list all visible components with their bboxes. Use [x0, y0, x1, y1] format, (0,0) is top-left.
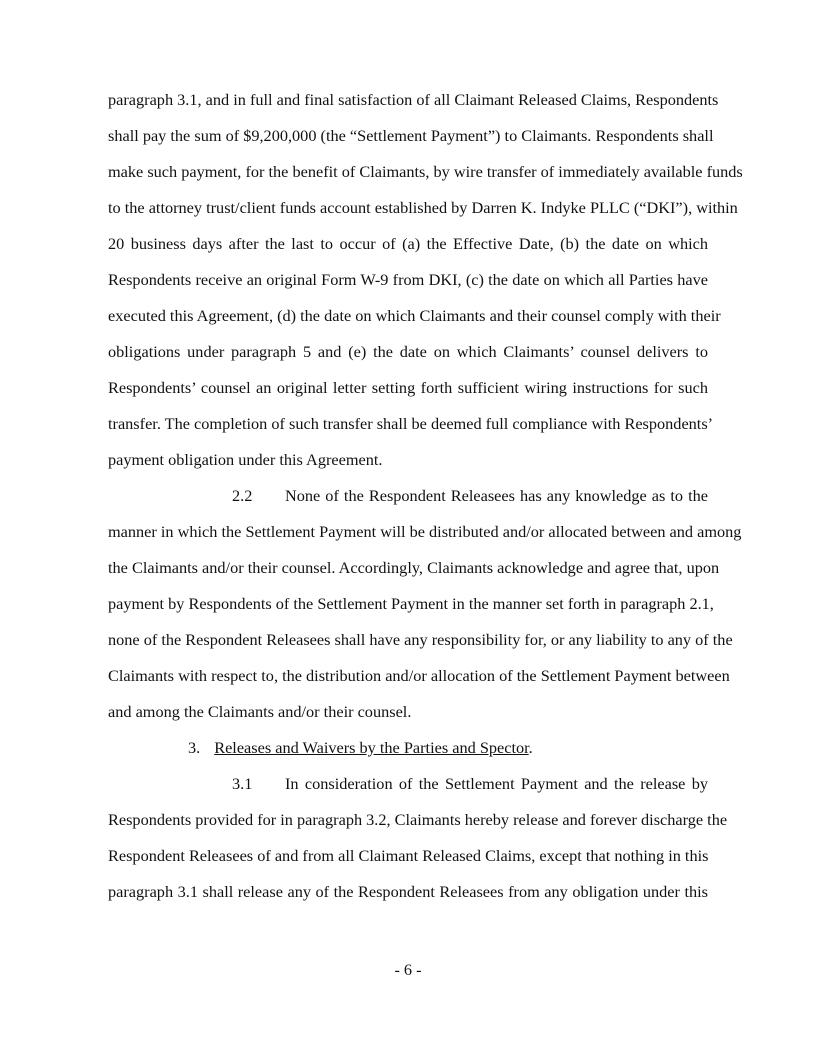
section-title-period: .: [528, 738, 533, 757]
body-text-line: transfer. The completion of such transfer shall be deemed full compliance with Respondents’: [108, 414, 714, 433]
body-text-line: paragraph 3.1, and in full and final satisfaction of all Claimant Released Claims, Respondents: [108, 90, 719, 109]
body-text-line: and among the Claimants and/or their counsel.: [108, 702, 412, 721]
body-text-line: make such payment, for the benefit of Claimants, by wire transfer of immediately available funds: [108, 162, 743, 181]
section-number: 3.: [188, 738, 201, 757]
body-text-line: 20 business days after the last to occur of (a) the Effective Date, (b) the date on which: [108, 234, 708, 253]
section-title: Releases and Waivers by the Parties and Spector: [214, 738, 529, 757]
body-text-line: manner in which the Settlement Payment will be distributed and/or allocated between and among: [108, 522, 742, 541]
body-text-line: executed this Agreement, (d) the date on which Claimants and their counsel comply with their: [108, 306, 721, 325]
body-text-line: In consideration of the Settlement Payment and the release by: [285, 774, 708, 793]
body-text-line: payment by Respondents of the Settlement Payment in the manner set forth in paragraph 2.1,: [108, 594, 714, 613]
body-text-line: payment obligation under this Agreement.: [108, 450, 383, 469]
body-text-line: shall pay the sum of $9,200,000 (the “Settlement Payment”) to Claimants. Respondents shall: [108, 126, 714, 145]
paragraph-number: 2.2: [232, 486, 253, 505]
body-text-line: to the attorney trust/client funds account established by Darren K. Indyke PLLC (“DKI”), within: [108, 198, 738, 217]
body-text-line: None of the Respondent Releasees has any knowledge as to the: [285, 486, 708, 505]
body-text-line: Respondents provided for in paragraph 3.2, Claimants hereby release and forever discharge the: [108, 810, 728, 829]
body-text-line: obligations under paragraph 5 and (e) the date on which Claimants’ counsel delivers to: [108, 342, 708, 361]
page-number: - 6 -: [394, 960, 422, 979]
body-text-line: Respondents’ counsel an original letter setting forth sufficient wiring instructions for such: [108, 378, 708, 397]
section-heading: [188, 738, 533, 758]
paragraph-number: 3.1: [232, 774, 253, 793]
body-text-line: Claimants with respect to, the distribution and/or allocation of the Settlement Payment between: [108, 666, 730, 685]
body-text-line: Respondents receive an original Form W-9 from DKI, (c) the date on which all Parties have: [108, 270, 708, 289]
body-text-line: Respondent Releasees of and from all Claimant Released Claims, except that nothing in this: [108, 846, 709, 865]
body-text-line: paragraph 3.1 shall release any of the Respondent Releasees from any obligation under this: [108, 882, 708, 901]
body-text-line: the Claimants and/or their counsel. Accordingly, Claimants acknowledge and agree that, upon: [108, 558, 720, 577]
body-text-line: none of the Respondent Releasees shall have any responsibility for, or any liability to any of the: [108, 630, 733, 649]
